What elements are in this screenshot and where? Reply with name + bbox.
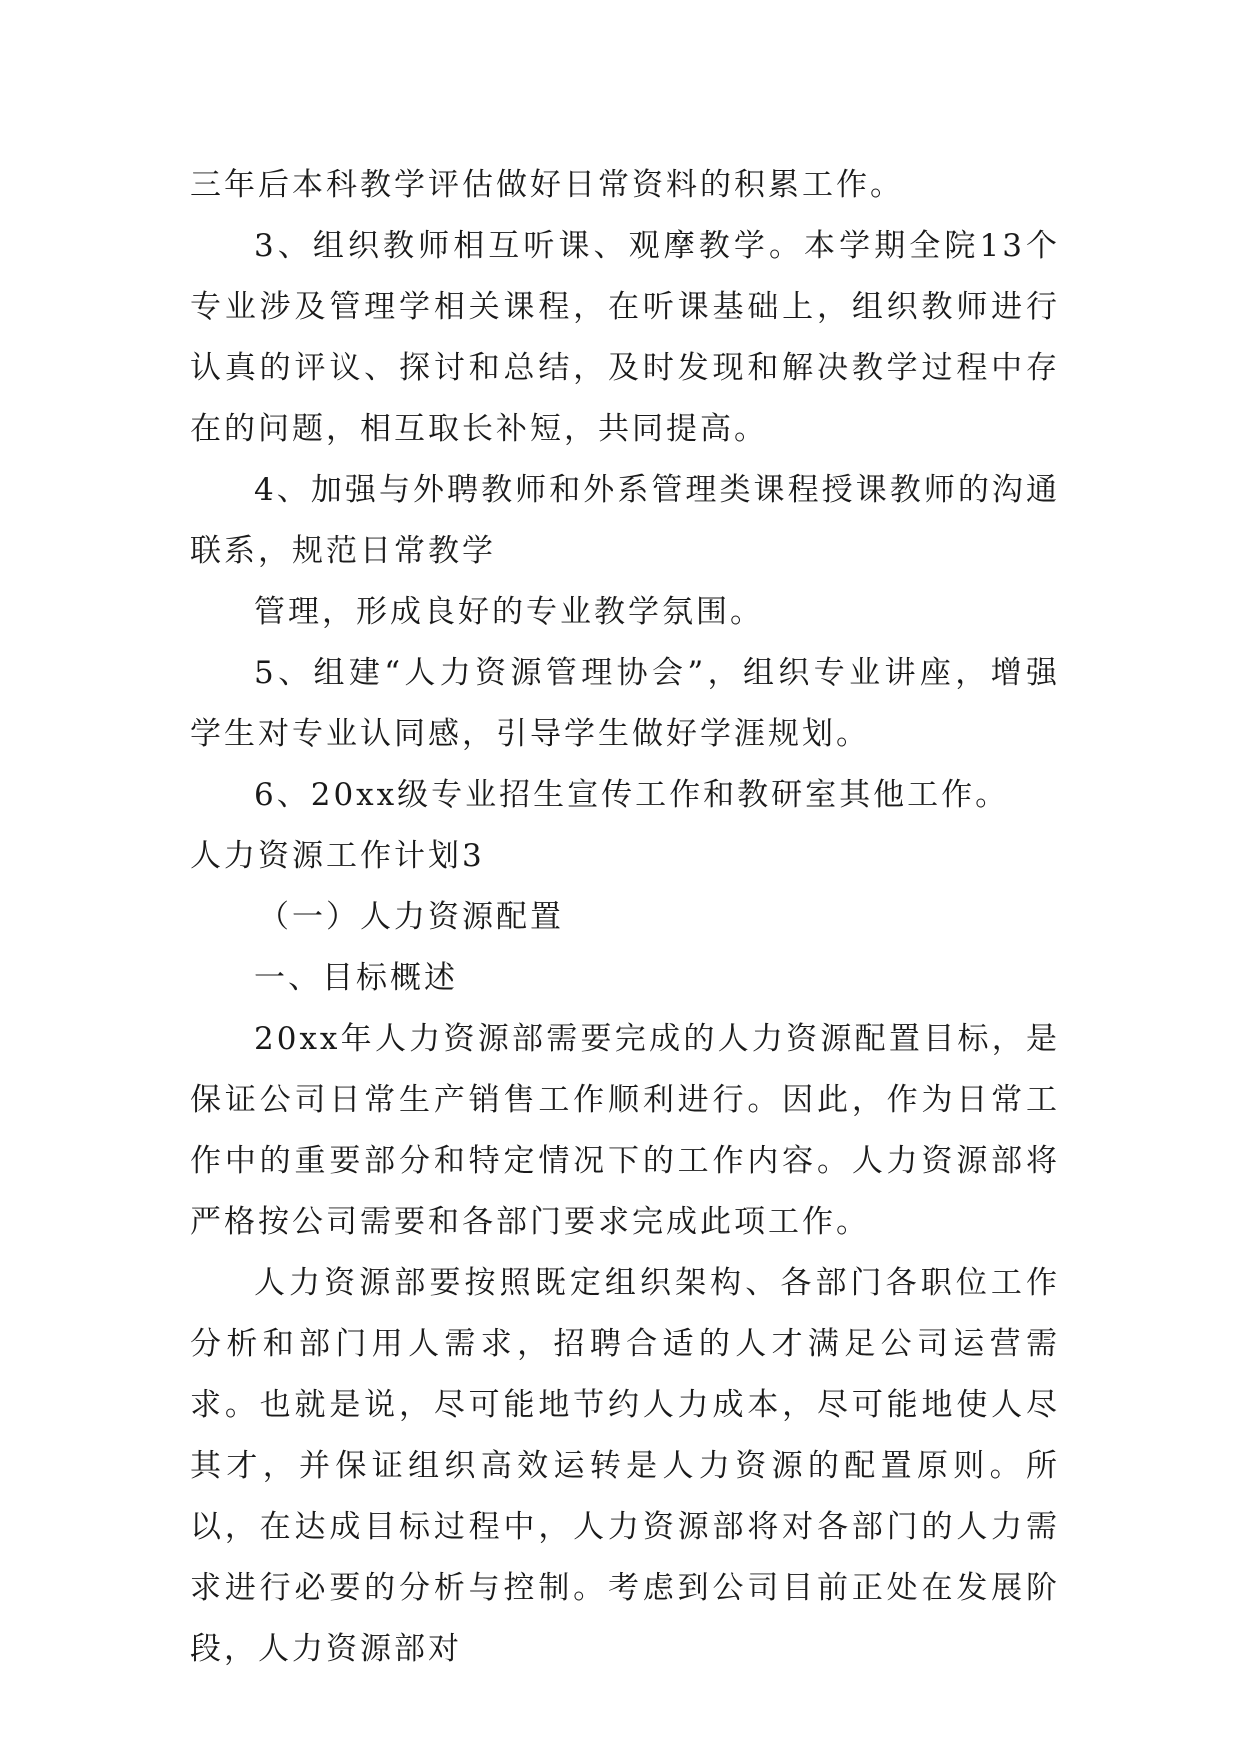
paragraph-item-4: 4、加强与外聘教师和外系管理类课程授课教师的沟通联系，规范日常教学 — [190, 472, 1060, 569]
paragraph-allocation-principle: 人力资源部要按照既定组织架构、各部门各职位工作分析和部门用人需求，招聘合适的人才满足公司运营需求。也就是说，尽可能地节约人力成本，尽可能地使人尽其才，并保证组织高效运转是人力资源的配置原则。所以，在达成目标过程中，人力资源部将对各部门的人力需求进行必要的分析与控制。考虑到公司目前正处在发展阶段，人力资源部对 — [190, 1265, 1060, 1667]
subsection-heading: （一）人力资源配置 — [258, 899, 564, 935]
document-body — [190, 155, 1060, 1680]
paragraph-item-3: 3、组织教师相互听课、观摩教学。本学期全院13个专业涉及管理学相关课程，在听课基础上，组织教师进行认真的评议、探讨和总结，及时发现和解决教学过程中存在的问题，相互取长补短，共同提高。 — [190, 228, 1060, 447]
paragraph-continuation: 三年后本科教学评估做好日常资料的积累工作。 — [190, 167, 904, 203]
paragraph-item-5: 5、组建“人力资源管理协会”，组织专业讲座，增强学生对专业认同感，引导学生做好学涯规划。 — [190, 655, 1060, 752]
paragraph-item-4-continued: 管理，形成良好的专业教学氛围。 — [254, 594, 764, 630]
paragraph-goal-overview: 20xx年人力资源部需要完成的人力资源配置目标，是保证公司日常生产销售工作顺利进行。因此，作为日常工作中的重要部分和特定情况下的工作内容。人力资源部将严格按公司需要和各部门要求完成此项工作。 — [190, 1021, 1060, 1240]
subsection-subheading: 一、目标概述 — [254, 960, 458, 996]
paragraph-item-6: 6、20xx级专业招生宣传工作和教研室其他工作。 — [254, 777, 1010, 813]
section-title: 人力资源工作计划3 — [190, 838, 485, 874]
